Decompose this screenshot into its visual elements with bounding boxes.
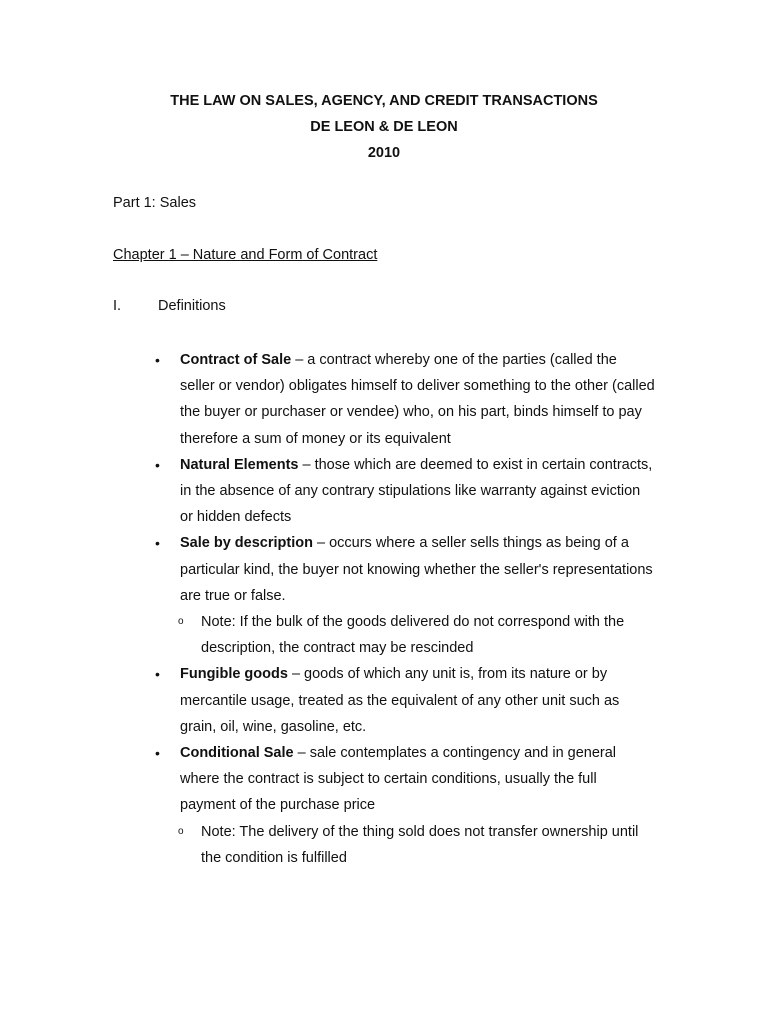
definition-term: Natural Elements	[180, 456, 299, 473]
section-heading	[113, 296, 226, 316]
definition-note	[155, 819, 655, 871]
definition-item	[155, 347, 655, 452]
note-text: Note: If the bulk of the goods delivered do not correspond with the description, the contract may be rescinded	[201, 614, 625, 657]
circle-bullet-icon: o	[178, 825, 184, 837]
bullet-icon: •	[155, 352, 160, 368]
definition-notes	[155, 609, 655, 661]
definition-item	[155, 530, 655, 609]
definition-term: Sale by description	[180, 535, 313, 552]
definition-text: – a contract whereby one of the parties (called the seller or vendor) obligates himself to deliver something to the other (called the buyer or purchaser or vendee) who, on his part, binds himself to pay therefore a sum of money or its equivalent	[180, 352, 655, 447]
definition-term: Conditional Sale	[180, 745, 294, 762]
note-text: Note: The delivery of the thing sold does not transfer ownership until the condition is fulfilled	[201, 823, 639, 866]
definition-item	[155, 661, 655, 740]
section-title: Definitions	[158, 298, 226, 314]
definition-term: Contract of Sale	[180, 352, 292, 368]
section-number: I.	[113, 298, 122, 314]
document-authors: DE LEON & DE LEON	[310, 119, 458, 135]
definition-text: – occurs where a seller sells things as being of a particular kind, the buyer not knowing whether the seller's representations are true or false.	[180, 535, 653, 604]
bullet-icon: •	[155, 745, 160, 762]
definitions-list	[155, 347, 655, 871]
document-title: THE LAW ON SALES, AGENCY, AND CREDIT TRANSACTIONS	[170, 93, 598, 109]
part-heading: Part 1: Sales	[113, 195, 197, 211]
bullet-icon: •	[155, 666, 160, 683]
definition-item	[155, 452, 655, 531]
definition-note	[155, 609, 655, 661]
definition-text: – sale contemplates a contingency and in general where the contract is subject to certain conditions, usually the full payment of the purchase price	[180, 745, 617, 814]
definition-term: Fungible goods	[180, 666, 288, 683]
definition-text: – those which are deemed to exist in certain contracts, in the absence of any contrary stipulations like warranty against eviction or hidden defects	[180, 456, 653, 526]
definition-text: – goods of which any unit is, from its nature or by mercantile usage, treated as the equivalent of any other unit such as grain, oil, wine, gasoline, etc.	[180, 666, 620, 735]
bullet-icon: •	[155, 456, 160, 473]
document-year: 2010	[367, 145, 401, 161]
bullet-icon: •	[155, 535, 160, 552]
circle-bullet-icon: o	[178, 616, 184, 628]
definition-item	[155, 740, 655, 819]
document-header	[0, 88, 768, 166]
chapter-heading: Chapter 1 – Nature and Form of Contract	[113, 247, 378, 263]
definition-notes	[155, 819, 655, 871]
